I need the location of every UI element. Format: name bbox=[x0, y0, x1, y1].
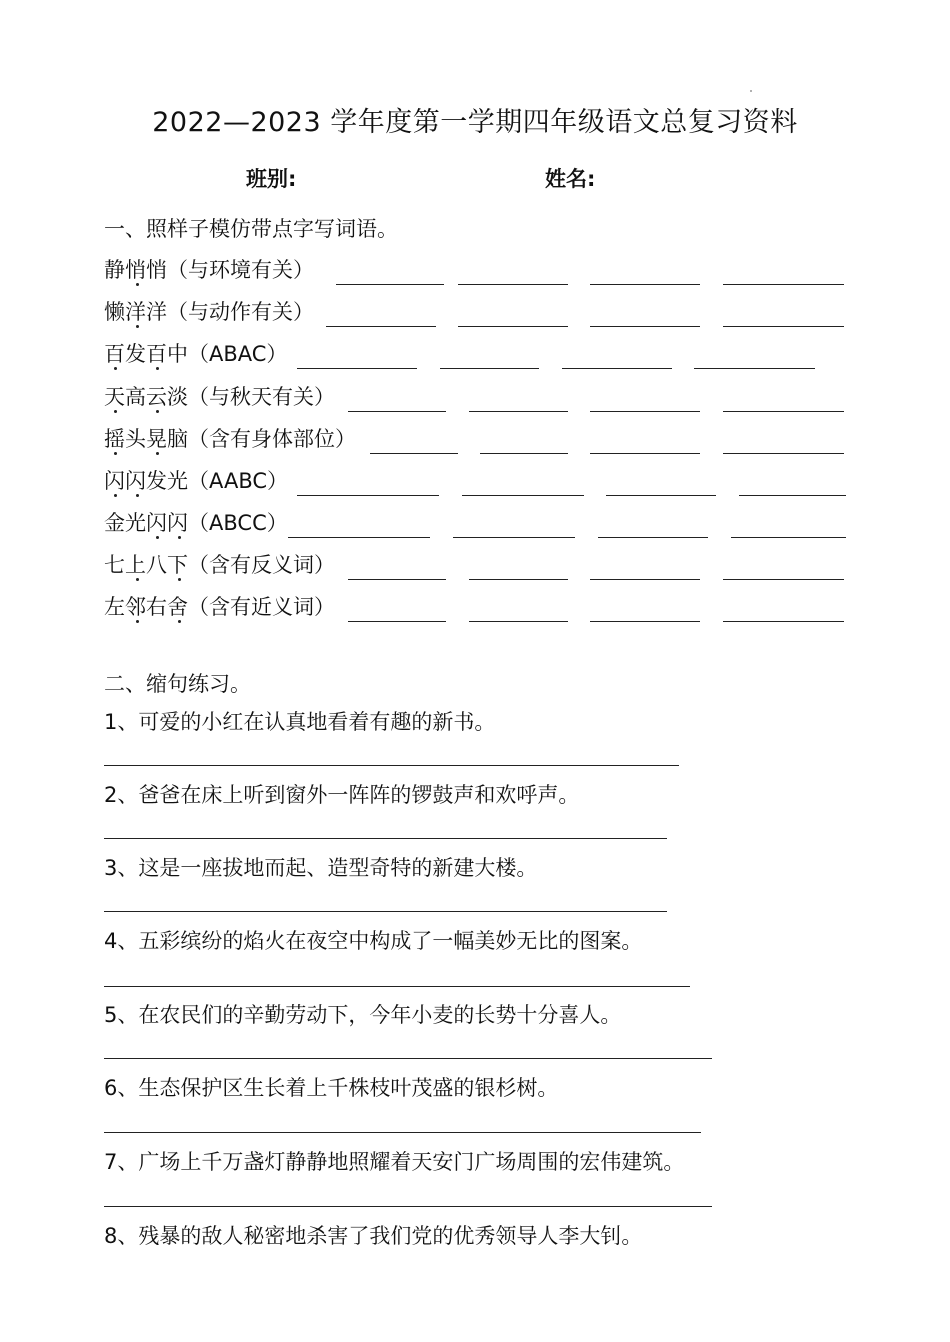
answer-blank[interactable] bbox=[469, 579, 568, 580]
sentence-item: 3、这是一座拔地而起、造型奇特的新建大楼。 bbox=[104, 856, 538, 880]
answer-blank[interactable] bbox=[297, 495, 439, 496]
answer-blank[interactable] bbox=[590, 621, 700, 622]
answer-blank[interactable] bbox=[348, 411, 446, 412]
emphasis-dot bbox=[178, 578, 181, 581]
answer-line[interactable] bbox=[104, 911, 667, 912]
word-exercise-row bbox=[104, 549, 864, 583]
emphasis-dot bbox=[114, 494, 117, 497]
section2-heading: 二、缩句练习。 bbox=[104, 672, 251, 696]
emphasis-dot bbox=[178, 536, 181, 539]
emphasis-dot bbox=[114, 410, 117, 413]
section1-heading: 一、照样子模仿带点字写词语。 bbox=[104, 217, 398, 241]
answer-blank[interactable] bbox=[469, 621, 568, 622]
answer-blank[interactable] bbox=[458, 326, 568, 327]
answer-line[interactable] bbox=[104, 1206, 712, 1207]
word-exercise-label: 金光闪闪（ABCC） bbox=[104, 511, 288, 535]
word-exercise-row bbox=[104, 338, 864, 372]
answer-blank[interactable] bbox=[694, 368, 815, 369]
answer-blank[interactable] bbox=[336, 284, 444, 285]
word-exercise-label: 七上八下（含有反义词） bbox=[104, 553, 335, 577]
word-exercise-label: 静悄悄（与环境有关） bbox=[104, 258, 314, 282]
emphasis-dot bbox=[156, 410, 159, 413]
word-exercise-row bbox=[104, 381, 864, 415]
class-field-label: 班别: bbox=[246, 167, 297, 191]
answer-blank[interactable] bbox=[458, 284, 568, 285]
sentence-item: 2、爸爸在床上听到窗外一阵阵的锣鼓声和欢呼声。 bbox=[104, 783, 580, 807]
answer-blank[interactable] bbox=[590, 411, 700, 412]
answer-line[interactable] bbox=[104, 765, 679, 766]
answer-line[interactable] bbox=[104, 1132, 701, 1133]
answer-blank[interactable] bbox=[723, 453, 844, 454]
word-exercise-label: 摇头晃脑（含有身体部位） bbox=[104, 427, 356, 451]
answer-blank[interactable] bbox=[606, 495, 716, 496]
answer-blank[interactable] bbox=[723, 621, 844, 622]
word-exercise-label: 懒洋洋（与动作有关） bbox=[104, 300, 314, 324]
answer-blank[interactable] bbox=[723, 411, 844, 412]
answer-blank[interactable] bbox=[440, 368, 539, 369]
answer-blank[interactable] bbox=[590, 284, 700, 285]
sentence-item: 8、残暴的敌人秘密地杀害了我们党的优秀领导人李大钊。 bbox=[104, 1224, 643, 1248]
word-exercise-label: 闪闪发光（AABC） bbox=[104, 469, 289, 493]
answer-blank[interactable] bbox=[453, 537, 575, 538]
word-exercise-row bbox=[104, 423, 864, 457]
emphasis-dot bbox=[156, 452, 159, 455]
answer-blank[interactable] bbox=[462, 495, 584, 496]
answer-blank[interactable] bbox=[723, 326, 844, 327]
name-field-label: 姓名: bbox=[545, 167, 596, 191]
emphasis-dot bbox=[136, 283, 139, 286]
word-exercise-label: 左邻右舍（含有近义词） bbox=[104, 595, 335, 619]
emphasis-dot bbox=[136, 325, 139, 328]
emphasis-dot bbox=[114, 452, 117, 455]
answer-blank[interactable] bbox=[598, 537, 708, 538]
answer-blank[interactable] bbox=[590, 579, 700, 580]
emphasis-dot bbox=[156, 536, 159, 539]
answer-blank[interactable] bbox=[590, 326, 700, 327]
emphasis-dot bbox=[136, 494, 139, 497]
answer-blank[interactable] bbox=[348, 621, 446, 622]
sentence-item: 7、广场上千万盏灯静静地照耀着天安门广场周围的宏伟建筑。 bbox=[104, 1150, 685, 1174]
answer-line[interactable] bbox=[104, 986, 690, 987]
answer-blank[interactable] bbox=[297, 368, 417, 369]
emphasis-dot bbox=[156, 367, 159, 370]
word-exercise-row bbox=[104, 296, 864, 330]
answer-blank[interactable] bbox=[469, 411, 568, 412]
answer-blank[interactable] bbox=[562, 368, 672, 369]
answer-blank[interactable] bbox=[590, 453, 700, 454]
word-exercise-row bbox=[104, 591, 864, 625]
answer-blank[interactable] bbox=[723, 284, 844, 285]
scan-speck bbox=[750, 90, 752, 92]
sentence-item: 1、可爱的小红在认真地看着有趣的新书。 bbox=[104, 710, 496, 734]
answer-blank[interactable] bbox=[370, 453, 458, 454]
answer-blank[interactable] bbox=[723, 579, 844, 580]
word-exercise-row bbox=[104, 507, 864, 541]
answer-blank[interactable] bbox=[731, 537, 846, 538]
emphasis-dot bbox=[178, 620, 181, 623]
sentence-item: 5、在农民们的辛勤劳动下，今年小麦的长势十分喜人。 bbox=[104, 1003, 622, 1027]
answer-blank[interactable] bbox=[739, 495, 846, 496]
word-exercise-row bbox=[104, 465, 864, 499]
emphasis-dot bbox=[114, 367, 117, 370]
emphasis-dot bbox=[136, 578, 139, 581]
emphasis-dot bbox=[136, 620, 139, 623]
word-exercise-label: 天高云淡（与秋天有关） bbox=[104, 385, 335, 409]
page-title: 2022—2023 学年度第一学期四年级语文总复习资料 bbox=[152, 107, 798, 138]
answer-line[interactable] bbox=[104, 838, 667, 839]
answer-line[interactable] bbox=[104, 1058, 712, 1059]
answer-blank[interactable] bbox=[288, 537, 430, 538]
word-exercise-label: 百发百中（ABAC） bbox=[104, 342, 288, 366]
answer-blank[interactable] bbox=[326, 326, 436, 327]
sentence-item: 4、五彩缤纷的焰火在夜空中构成了一幅美妙无比的图案。 bbox=[104, 929, 643, 953]
answer-blank[interactable] bbox=[348, 579, 446, 580]
answer-blank[interactable] bbox=[480, 453, 568, 454]
word-exercise-row bbox=[104, 254, 864, 288]
sentence-item: 6、生态保护区生长着上千株枝叶茂盛的银杉树。 bbox=[104, 1076, 559, 1100]
